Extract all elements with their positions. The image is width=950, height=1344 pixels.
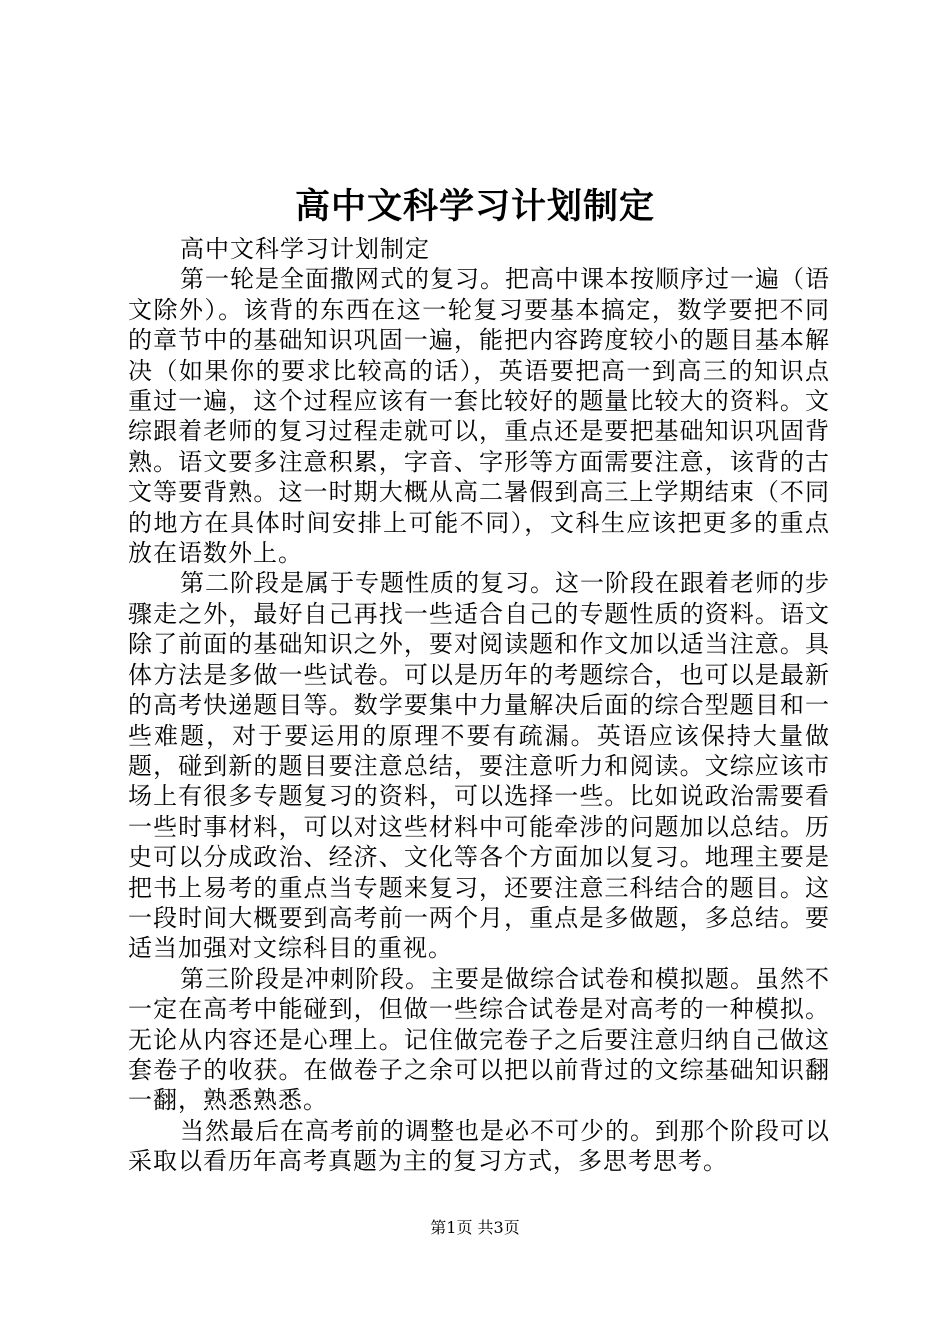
paragraph-stage-three: 第三阶段是冲刺阶段。主要是做综合试卷和模拟题。虽然不一定在高考中能碰到，但做一些综合试卷是对高考的一种模拟。无论从内容还是心理上。记住做完卷子之后要注意归纳自己做这套卷子的收获。在做卷子之余可以把以前背过的文综基础知识翻一翻，熟悉熟悉。 [128, 964, 830, 1115]
document-subtitle: 高中文科学习计划制定 [180, 235, 430, 263]
page-title: 高中文科学习计划制定 [294, 186, 655, 227]
paragraph-stage-two: 第二阶段是属于专题性质的复习。这一阶段在跟着老师的步骤走之外，最好自己再找一些适合自己的专题性质的资料。语文除了前面的基础知识之外，要对阅读题和作文加以适当注意。具体方法是多做一些试卷。可以是历年的考题综合，也可以是最新的高考快递题目等。数学要集中力量解决后面的综合型题目和一些难题，对于要运用的原理不要有疏漏。英语应该保持大量做题，碰到新的题目要注意总结，要注意听力和阅读。文综应该市场上有很多专题复习的资料，可以选择一些。比如说政治需要看一些时事材料，可以对这些材料中可能牵涉的问题加以总结。历史可以分成政治、经济、文化等各个方面加以复习。地理主要是把书上易考的重点当专题来复习，还要注意三科结合的题目。这一段时间大概要到高考前一两个月，重点是多做题，多总结。要适当加强对文综科目的重视。 [128, 569, 830, 963]
paragraph-round-one: 第一轮是全面撒网式的复习。把高中课本按顺序过一遍（语文除外）。该背的东西在这一轮复习要基本搞定，数学要把不同的章节中的基础知识巩固一遍，能把内容跨度较小的题目基本解决（如果你的要求比较高的话），英语要把高一到高三的知识点重过一遍，这个过程应该有一套比较好的题量比较大的资料。文综跟着老师的复习过程走就可以，重点还是要把基础知识巩固背熟。语文要多注意积累，字音、字形等方面需要注意，该背的古文等要背熟。这一时期大概从高二暑假到高三上学期结束（不同的地方在具体时间安排上可能不同），文科生应该把更多的重点放在语数外上。 [128, 265, 830, 568]
page-number-footer: 第1页 共3页 [430, 1218, 520, 1237]
paragraph-final-adjustment: 当然最后在高考前的调整也是必不可少的。到那个阶段可以采取以看历年高考真题为主的复习方式，多思考思考。 [128, 1116, 830, 1176]
document-body [128, 234, 830, 1177]
